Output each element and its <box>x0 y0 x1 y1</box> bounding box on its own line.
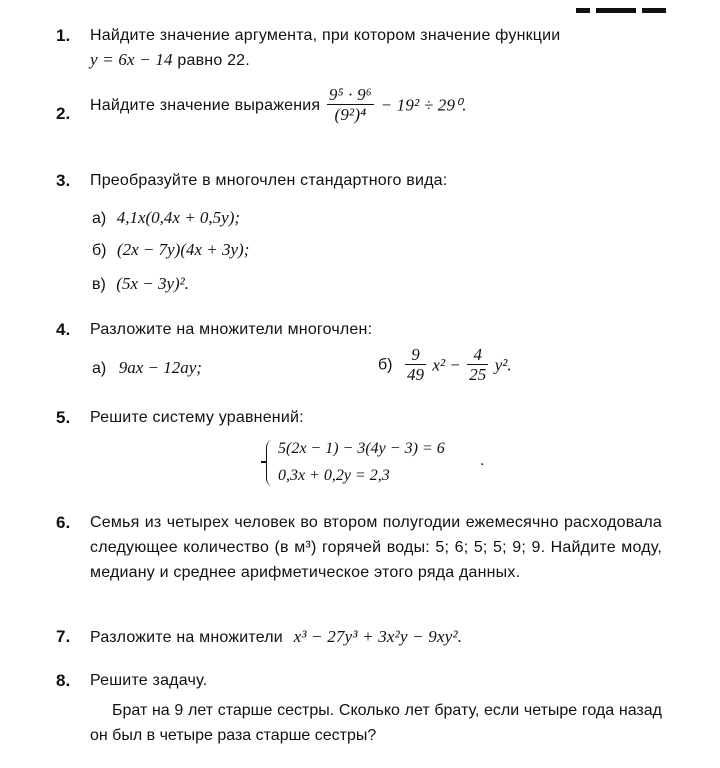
problem-2-text: Найдите значение выражения <box>90 96 321 114</box>
problem-3-item-a-label: а) <box>92 210 107 227</box>
problem-6-number: 6. <box>56 513 71 532</box>
problem-2-denominator: (9²)⁴ <box>334 105 367 124</box>
problem-4-item-b-label: б) <box>378 356 393 374</box>
problem-1-text-b: равно 22. <box>177 52 250 69</box>
problem-4-fraction-2-num: 4 <box>467 346 488 365</box>
problem-4-item-a-label: а) <box>92 360 107 377</box>
problem-4-fraction-2-den: 25 <box>469 365 487 384</box>
problem-3-item-b-expr: (2x − 7y)(4x + 3y); <box>116 240 250 259</box>
problem-2-numerator: 9⁵ · 9⁶ <box>328 85 372 104</box>
problem-8-number: 8. <box>56 671 71 690</box>
problem-5-equation-1: 5(2x − 1) − 3(4y − 3) = 6 <box>278 440 445 457</box>
problem-4-number: 4. <box>56 320 71 339</box>
problem-1-line2 <box>90 50 250 70</box>
problem-7-number: 7. <box>56 627 71 646</box>
problem-4-item-b-mid: x² − <box>432 355 461 375</box>
problem-3-item-b <box>92 240 249 260</box>
problem-3-item-c-label: в) <box>92 276 106 293</box>
problem-4-fraction-1-num: 9 <box>405 346 426 365</box>
problem-4-fraction-2 <box>467 346 488 385</box>
problem-8-task: Брат на 9 лет старше сестры. Сколько лет брату, если четыре года назад он был в четыре раза старше сестры? <box>90 702 662 744</box>
problem-4-item-a <box>92 358 202 378</box>
problem-4-item-b <box>378 346 512 385</box>
problem-2-tail: − 19² ÷ 29⁰. <box>380 95 467 115</box>
problem-3-item-b-label: б) <box>92 242 107 259</box>
problem-5-equation-2: 0,3x + 0,2y = 2,3 <box>278 467 390 484</box>
system-brace <box>266 440 275 486</box>
problem-3-text: Преобразуйте в многочлен стандартного вида: <box>90 172 448 189</box>
problem-6-text: Семья из четырех человек во втором полугодии ежемесячно расходовала следующее количество (в м³) горячей воды: 5; 6; 5; 5; 9; 9. Найдите моду, медиану и среднее арифметическое этого ряда данных. <box>90 514 662 581</box>
problem-3-item-c-expr: (5x − 3y)². <box>116 274 190 293</box>
problem-4-fraction-1 <box>405 346 426 385</box>
problem-1-text: Найдите значение аргумента, при котором значение функции <box>90 27 561 44</box>
problem-4-text: Разложите на множители многочлен: <box>90 321 373 338</box>
problem-7-text: Разложите на множители <box>90 629 283 646</box>
page-edge-mark <box>570 0 680 6</box>
problem-7-expr: x³ − 27y³ + 3x²y − 9xy². <box>293 627 463 646</box>
problem-3-item-c <box>92 274 189 294</box>
problem-2-line <box>90 86 467 125</box>
problem-7-line <box>90 627 462 647</box>
problem-4-fraction-1-den: 49 <box>406 365 424 384</box>
problem-5-end-dot: . <box>480 452 485 469</box>
problem-3-number: 3. <box>56 171 71 190</box>
problem-4-item-b-tail: y². <box>494 355 512 375</box>
problem-4-item-a-expr: 9ax − 12ay; <box>118 358 202 377</box>
problem-2-fraction <box>327 86 374 125</box>
problem-8-text: Решите задачу. <box>90 672 208 689</box>
problem-2-number: 2. <box>56 104 71 123</box>
problem-3-item-a-expr: 4,1x(0,4x + 0,5y); <box>116 208 241 227</box>
problem-5-text: Решите систему уравнений: <box>90 409 304 426</box>
problem-5-number: 5. <box>56 408 71 427</box>
problem-1-formula: y = 6x − 14 <box>90 50 173 69</box>
problem-1-number: 1. <box>56 26 71 45</box>
problem-3-item-a <box>92 208 240 228</box>
